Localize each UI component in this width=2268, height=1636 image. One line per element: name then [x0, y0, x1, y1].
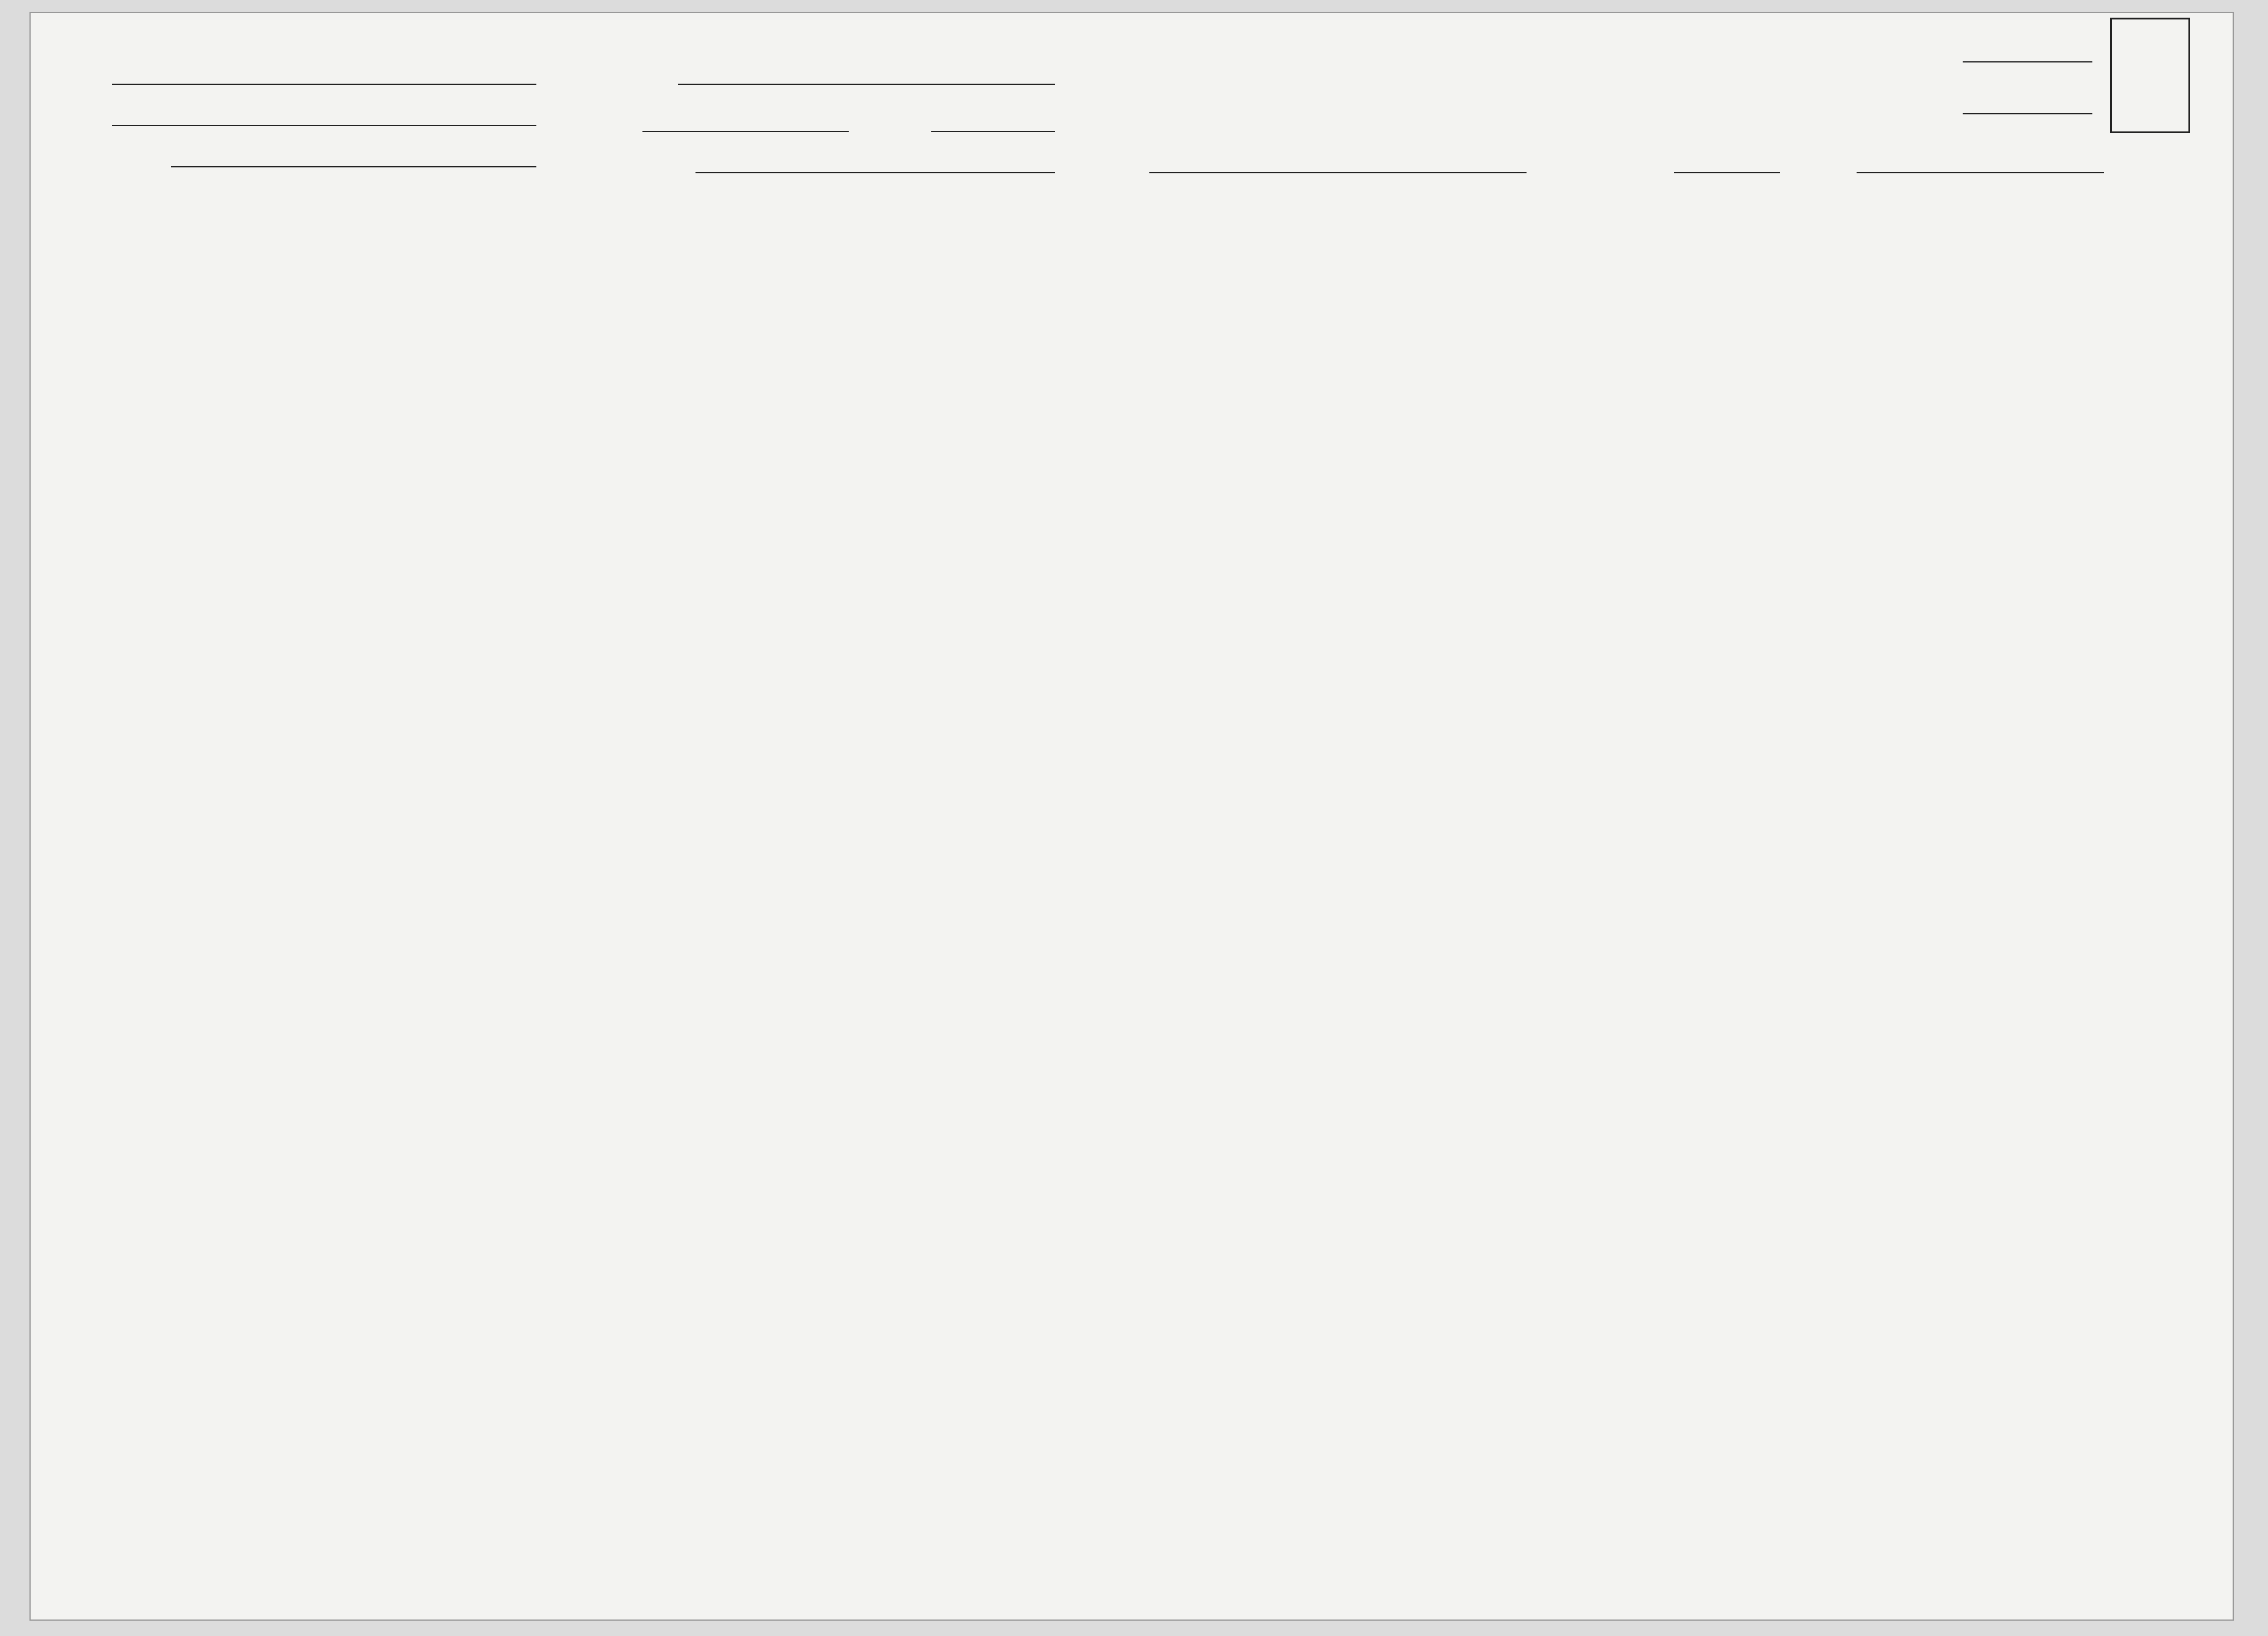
- census-sheet: [29, 12, 2234, 1621]
- schedule-grid: [29, 12, 2234, 1621]
